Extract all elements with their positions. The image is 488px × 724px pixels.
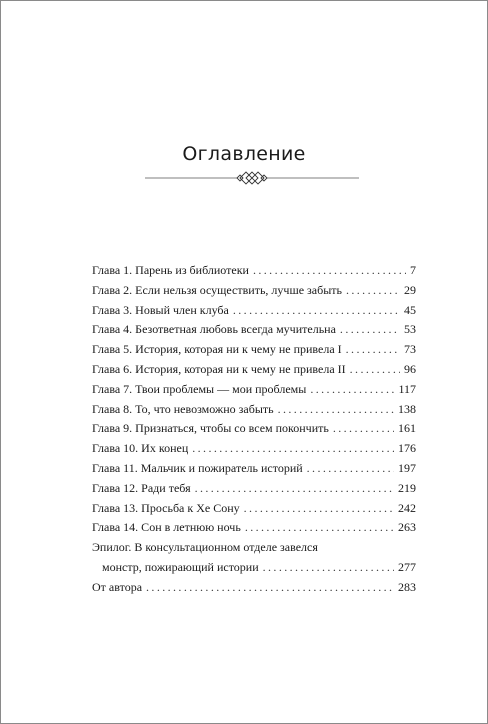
- toc-entry[interactable]: [92, 261, 416, 281]
- toc-entry[interactable]: [92, 459, 416, 479]
- toc-entry[interactable]: [92, 320, 416, 340]
- toc-leader-dots: [346, 340, 400, 360]
- toc-entry-page: 7: [410, 263, 416, 277]
- toc-leader-dots: [244, 499, 394, 519]
- toc-entry[interactable]: [92, 400, 416, 420]
- toc-entry-page: 73: [404, 342, 416, 357]
- toc-entry-label: Глава 10. Их конец: [92, 441, 189, 456]
- toc-entry[interactable]: [92, 301, 416, 321]
- toc-entry-epilogue[interactable]: [92, 538, 416, 578]
- toc-entry-label: Глава 8. То, что невозможно забыть: [92, 401, 274, 416]
- toc-entry-page: 96: [404, 361, 416, 376]
- toc-entry-label: Глава 11. Мальчик и пожиратель историй: [92, 460, 303, 475]
- toc-entry-page: 197: [398, 460, 416, 475]
- toc-leader-dots: [195, 479, 394, 499]
- toc-entry-page: 53: [404, 322, 416, 337]
- toc-entry-author[interactable]: [92, 578, 416, 598]
- toc-entry-label: Глава 6. История, которая ни к чему не привела II: [92, 361, 346, 376]
- toc-entry-page: 29: [404, 282, 416, 297]
- toc-leader-dots: [350, 360, 400, 380]
- toc-leader-dots: [307, 459, 394, 479]
- table-of-contents: [92, 261, 416, 598]
- toc-entry-label: Глава 13. Просьба к Хе Сону: [92, 500, 240, 515]
- toc-entry-label: Глава 1. Парень из библиотеки: [92, 263, 249, 277]
- toc-entry-label: Эпилог. В консультационном отделе завелся: [92, 540, 318, 555]
- toc-entry[interactable]: [92, 281, 416, 301]
- page-title: Оглавление: [182, 142, 306, 165]
- toc-leader-dots: [346, 281, 400, 301]
- toc-entry-page: 283: [398, 579, 416, 594]
- toc-leader-dots: [340, 320, 400, 340]
- toc-leader-dots: [263, 558, 394, 578]
- toc-entry-label: Глава 7. Твои проблемы — мои проблемы: [92, 381, 307, 396]
- toc-entry[interactable]: [92, 380, 416, 400]
- toc-entry-label: Глава 14. Сон в летнюю ночь: [92, 520, 241, 535]
- toc-entry-label: Глава 2. Если нельзя осуществить, лучше забыть: [92, 282, 342, 297]
- toc-entry-page: 242: [398, 500, 416, 515]
- toc-entry-page: 117: [398, 381, 416, 396]
- toc-leader-dots: [333, 419, 394, 439]
- toc-leader-dots: [245, 518, 394, 538]
- toc-leader-dots: [253, 261, 406, 281]
- toc-entry-label: Глава 5. История, которая ни к чему не привела I: [92, 342, 342, 357]
- toc-entry[interactable]: [92, 499, 416, 519]
- toc-entry-label: От автора: [92, 579, 143, 594]
- toc-entry-page: 219: [398, 480, 416, 495]
- toc-leader-dots: [278, 400, 394, 420]
- toc-entry-page: 263: [398, 520, 416, 535]
- toc-entry-page: 277: [398, 559, 416, 574]
- toc-entry-page: 161: [398, 421, 416, 436]
- toc-entry-page: 45: [404, 302, 416, 317]
- toc-leader-dots: [146, 578, 394, 598]
- toc-entry[interactable]: [92, 360, 416, 380]
- toc-entry[interactable]: [92, 518, 416, 538]
- toc-entry-label: Глава 12. Ради тебя: [92, 480, 191, 495]
- toc-entry-label: Глава 4. Безответная любовь всегда мучительна: [92, 322, 336, 337]
- toc-entry[interactable]: [92, 479, 416, 499]
- toc-entry-page: 176: [398, 441, 416, 456]
- toc-entry[interactable]: [92, 419, 416, 439]
- toc-entry[interactable]: [92, 340, 416, 360]
- toc-leader-dots: [192, 439, 394, 459]
- toc-leader-dots: [310, 380, 394, 400]
- divider-ornament-icon: [145, 168, 359, 188]
- toc-entry-label: Глава 3. Новый член клуба: [92, 302, 229, 317]
- toc-entry-page: 138: [398, 401, 416, 416]
- toc-leader-dots: [233, 301, 400, 321]
- toc-entry-label: монстр, пожирающий истории: [102, 559, 259, 574]
- toc-entry-continuation: [92, 558, 416, 578]
- toc-entry-label: Глава 9. Признаться, чтобы со всем покончить: [92, 421, 329, 436]
- toc-entry[interactable]: [92, 439, 416, 459]
